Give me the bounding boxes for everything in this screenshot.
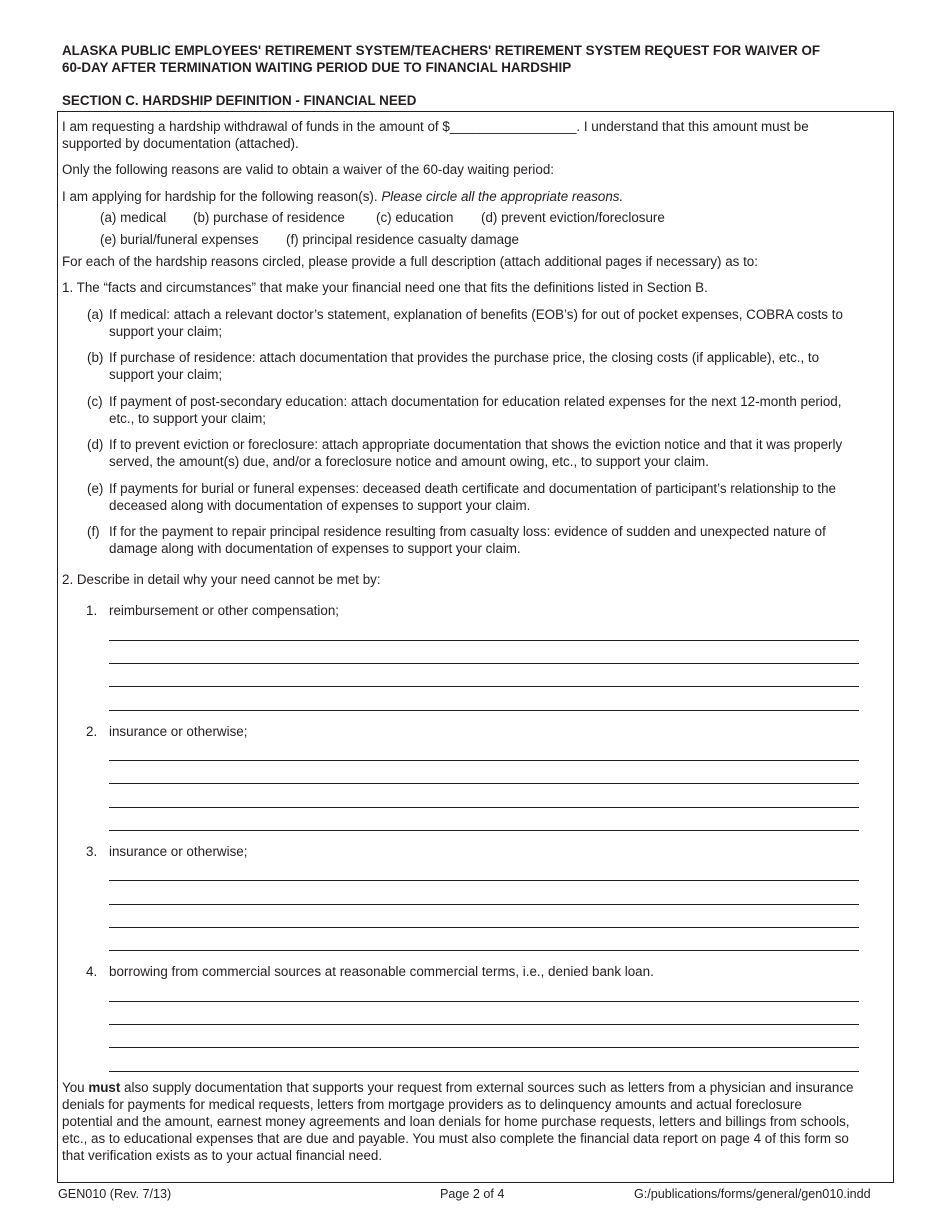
subitem-line-2: served, the amount(s) due, and/or a foreclosure notice and amount owing, etc., to support your claim.: [109, 454, 709, 469]
answer-line[interactable]: [109, 640, 859, 641]
answer-line[interactable]: [109, 807, 859, 808]
subitem-line-2: support your claim;: [109, 367, 223, 382]
footer-form-id: GEN010 (Rev. 7/13): [58, 1187, 172, 1201]
footer-page-number: Page 2 of 4: [440, 1187, 505, 1201]
document-title: [62, 43, 902, 76]
answer-line[interactable]: [109, 1024, 859, 1025]
subitem-line-1: If payments for burial or funeral expenses: deceased death certificate and documentation of participant’s relationship to the: [109, 481, 837, 496]
describe-intro: For each of the hardship reasons circled, please provide a full description (attach additional pages if necessary) as to:: [62, 254, 758, 269]
question-text: insurance or otherwise;: [109, 844, 248, 859]
answer-line[interactable]: [109, 760, 859, 761]
request-amount-line-1: I am requesting a hardship withdrawal of funds in the amount of $_________________. I understand that this amount must be: [62, 119, 809, 134]
title-line-2: 60-DAY AFTER TERMINATION WAITING PERIOD DUE TO FINANCIAL HARDSHIP: [62, 59, 572, 75]
answer-line[interactable]: [109, 1071, 859, 1072]
answer-line[interactable]: [109, 1001, 859, 1002]
closing-line-1: [62, 1079, 853, 1096]
question-number: 1.: [86, 603, 98, 618]
question-number: 4.: [86, 964, 98, 979]
subitem-label: (b): [87, 350, 104, 365]
answer-line[interactable]: [109, 830, 859, 831]
reason-medical[interactable]: (a) medical: [100, 210, 167, 225]
valid-reasons-text: Only the following reasons are valid to obtain a waiver of the 60-day waiting period:: [62, 162, 555, 177]
subitem-line-2: deceased along with documentation of expenses to support your claim.: [109, 498, 531, 513]
answer-line[interactable]: [109, 927, 859, 928]
question-text: insurance or otherwise;: [109, 724, 248, 739]
footer-file-path: G:/publications/forms/general/gen010.indd: [634, 1187, 871, 1201]
closing-line-2: denials for payments for medical requests, letters from mortgage providers as to delinquency amounts and actual foreclosure: [62, 1097, 802, 1112]
reason-prevent-eviction[interactable]: (d) prevent eviction/foreclosure: [481, 210, 665, 225]
subitem-line-1: If for the payment to repair principal residence resulting from casualty loss: evidence of sudden and unexpected nature of: [109, 524, 826, 539]
answer-line[interactable]: [109, 904, 859, 905]
answer-line[interactable]: [109, 686, 859, 687]
question-number: 2.: [86, 724, 98, 739]
question-text: borrowing from commercial sources at reasonable commercial terms, i.e., denied bank loan.: [109, 964, 654, 979]
question-number: 3.: [86, 844, 98, 859]
item-1-text: 1. The “facts and circumstances” that make your financial need one that fits the definitions listed in Section B.: [62, 280, 708, 295]
subitem-line-1: If medical: attach a relevant doctor’s statement, explanation of benefits (EOB’s) for out of pocket expenses, COBRA costs to: [109, 307, 843, 322]
subitem-label: (c): [87, 394, 103, 409]
question-text: reimbursement or other compensation;: [109, 603, 339, 618]
subitem-line-1: If to prevent eviction or foreclosure: attach appropriate documentation that shows the eviction notice and that it was properly: [109, 437, 843, 452]
closing-line-1-rest: also supply documentation that supports your request from external sources such as letters from a physician and insurance: [120, 1080, 854, 1095]
answer-line[interactable]: [109, 1047, 859, 1048]
answer-line[interactable]: [109, 663, 859, 664]
subitem-line-1: If payment of post-secondary education: attach documentation for education related expenses for the next 12-month period,: [109, 394, 842, 409]
closing-must-emphasis: must: [88, 1080, 121, 1095]
subitem-label: (e): [87, 481, 104, 496]
subitem-line-1: If purchase of residence: attach documentation that provides the purchase price, the closing costs (if applicable), etc., to: [109, 350, 820, 365]
answer-line[interactable]: [109, 950, 859, 951]
reason-casualty-damage[interactable]: (f) principal residence casualty damage: [286, 232, 519, 247]
subitem-line-2: etc., to support your claim;: [109, 411, 267, 426]
answer-line[interactable]: [109, 783, 859, 784]
section-heading: SECTION C. HARDSHIP DEFINITION - FINANCIAL NEED: [62, 93, 417, 108]
closing-line-4: etc., as to educational expenses that are due and payable. You must also complete the financial data report on page 4 of this form so: [62, 1131, 849, 1146]
request-amount-line-2: supported by documentation (attached).: [62, 136, 299, 151]
subitem-label: (a): [87, 307, 104, 322]
subitem-line-2: damage along with documentation of expenses to support your claim.: [109, 541, 521, 556]
subitem-label: (f): [87, 524, 100, 539]
item-2-text: 2. Describe in detail why your need cannot be met by:: [62, 572, 381, 587]
subitem-label: (d): [87, 437, 104, 452]
applying-text: [62, 188, 623, 205]
closing-line-3: potential and the amount, earnest money agreements and loan denials for home purchase requests, letters and billings from schools,: [62, 1114, 850, 1129]
reason-purchase-residence[interactable]: (b) purchase of residence: [193, 210, 345, 225]
reason-burial-funeral[interactable]: (e) burial/funeral expenses: [100, 232, 259, 247]
subitem-line-2: support your claim;: [109, 324, 223, 339]
answer-line[interactable]: [109, 710, 859, 711]
applying-text-italic: Please circle all the appropriate reasons.: [381, 189, 624, 204]
title-line-1: ALASKA PUBLIC EMPLOYEES' RETIREMENT SYSTEM/TEACHERS' RETIREMENT SYSTEM REQUEST FOR WAIVER OF: [62, 43, 821, 58]
applying-text-main: I am applying for hardship for the following reason(s).: [62, 189, 382, 204]
closing-you: You: [62, 1080, 89, 1095]
form-section-box: [57, 111, 894, 1183]
reason-education[interactable]: (c) education: [376, 210, 454, 225]
answer-line[interactable]: [109, 880, 859, 881]
closing-line-5: that verification exists as to your actual financial need.: [62, 1148, 383, 1163]
